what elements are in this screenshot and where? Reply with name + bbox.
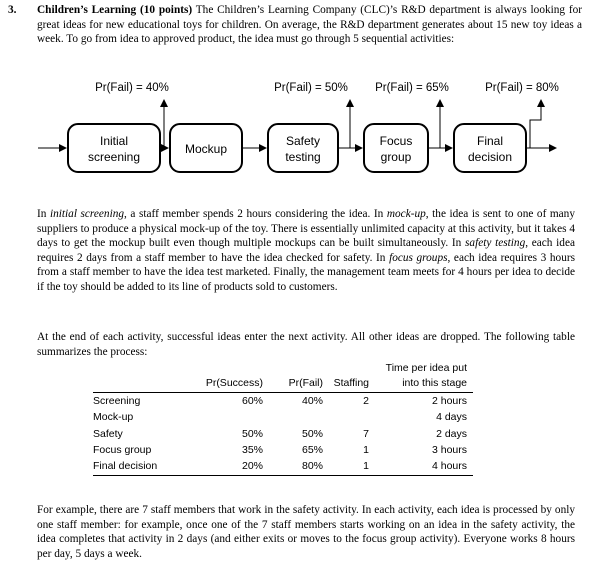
- header-fail: Pr(Fail): [288, 377, 323, 389]
- summary-paragraph: At the end of each activity, successful ideas enter the next activity. All other ideas are dropped. The following table summarizes the process:: [37, 331, 575, 358]
- box-label-safety-2: testing: [285, 150, 321, 164]
- box-label-focus-1: Focus: [379, 134, 413, 148]
- header-time-line1: Time per idea put: [385, 362, 467, 374]
- row-label: Final decision: [93, 460, 158, 472]
- problem-number: 3.: [8, 4, 17, 16]
- box-label-mockup: Mockup: [184, 142, 228, 156]
- activity-description: [37, 207, 575, 295]
- fail-arrow-final: [530, 100, 541, 148]
- table-bottom-rule: [93, 475, 473, 476]
- table-row: [93, 411, 473, 425]
- problem-intro-text: The Children’s Learning Company (CLC)’s R&D department is always looking for great ideas for new educational toys for children. On average, the R&D department generates about 15 new toy ideas a week. To go from idea to approved product, the idea must go through 5 sequential activities:: [37, 4, 583, 46]
- row-success: 50%: [241, 428, 263, 440]
- row-label: Screening: [93, 395, 141, 407]
- box-label-initial-1: Initial: [99, 134, 129, 148]
- desc-part-2: , a staff member spends 2 hours considering the idea. In: [124, 208, 387, 220]
- term-safety-testing: safety testing: [465, 237, 526, 250]
- box-label-final-1: Final: [476, 134, 504, 148]
- desc-part-3: , the idea is sent to one of many suppliers to produce a physical mock-up of the toy. There is essentially unlimited capacity at this activity, but it takes 4 days to get the mockup built even though multiple mockups can be built simultaneously. In: [37, 208, 575, 250]
- row-success: 60%: [241, 395, 263, 407]
- term-mock-up: mock-up: [386, 208, 426, 220]
- desc-part-4: , each idea requires 2 days from a staff member to have the idea checked for safety. In: [37, 237, 575, 264]
- row-fail: 80%: [301, 460, 323, 472]
- header-success: Pr(Success): [205, 377, 263, 389]
- fail-label-screening: Pr(Fail) = 40%: [95, 82, 169, 94]
- row-label: Safety: [93, 428, 123, 440]
- row-success: 35%: [241, 444, 263, 456]
- row-staffing: 2: [363, 395, 369, 407]
- box-label-final-2: decision: [467, 150, 513, 164]
- row-fail: 40%: [301, 395, 323, 407]
- fail-label-final: Pr(Fail) = 80%: [485, 82, 559, 94]
- row-time: 2 days: [436, 428, 467, 440]
- row-label: Focus group: [93, 444, 152, 456]
- example-paragraph: For example, there are 7 staff members that work in the safety activity. In each activity, each idea is processed by only one staff member: for example, once one of the 7 staff members starts working on an idea in the safety activity, the idea completes that activity in 2 days (and either exits or moves to the focus group activity). Everyone works 8 hours per day, 5 days a week.: [37, 504, 575, 560]
- problem-title: Children’s Learning (10 points): [37, 4, 193, 16]
- row-fail: 65%: [301, 444, 323, 456]
- row-label: Mock-up: [93, 411, 134, 423]
- box-label-safety-1: Safety: [285, 134, 321, 148]
- table-top-rule: [93, 392, 473, 393]
- box-label-focus-2: group: [380, 150, 412, 164]
- header-time-line2: into this stage: [402, 377, 467, 389]
- desc-part-1: In: [37, 208, 50, 220]
- row-staffing: 1: [363, 444, 369, 456]
- table-row: [93, 444, 473, 458]
- desc-part-5: , each idea requires 3 hours from a staff member to have the idea test marketed. Finally, the management team meets for 4 hours per idea to decide if the toy should be added to its line of products sold to customers.: [37, 251, 575, 293]
- term-initial-screening: initial screening: [49, 208, 125, 220]
- term-focus-groups: focus groups: [389, 251, 448, 264]
- box-final-decision: [454, 124, 526, 172]
- row-success: 20%: [241, 460, 263, 472]
- table-row: [93, 395, 473, 409]
- table-header-row-1: [93, 362, 473, 376]
- row-staffing: 7: [363, 428, 369, 440]
- row-time: 2 hours: [431, 395, 467, 407]
- fail-label-focus: Pr(Fail) = 65%: [375, 82, 449, 94]
- box-safety-testing: [268, 124, 338, 172]
- row-time: 4 days: [436, 411, 467, 423]
- row-fail: 50%: [301, 428, 323, 440]
- box-focus-group: [364, 124, 428, 172]
- process-flow-diagram: [0, 0, 600, 200]
- row-time: 3 hours: [431, 444, 467, 456]
- fail-label-safety: Pr(Fail) = 50%: [274, 82, 348, 94]
- box-label-initial-2: screening: [87, 150, 141, 164]
- header-staffing: Staffing: [333, 377, 369, 389]
- table-row: [93, 428, 473, 442]
- table-row: [93, 460, 473, 474]
- row-time: 4 hours: [431, 460, 467, 472]
- row-staffing: 1: [363, 460, 369, 472]
- table-header-row-2: [93, 377, 473, 391]
- box-initial-screening: [68, 124, 160, 172]
